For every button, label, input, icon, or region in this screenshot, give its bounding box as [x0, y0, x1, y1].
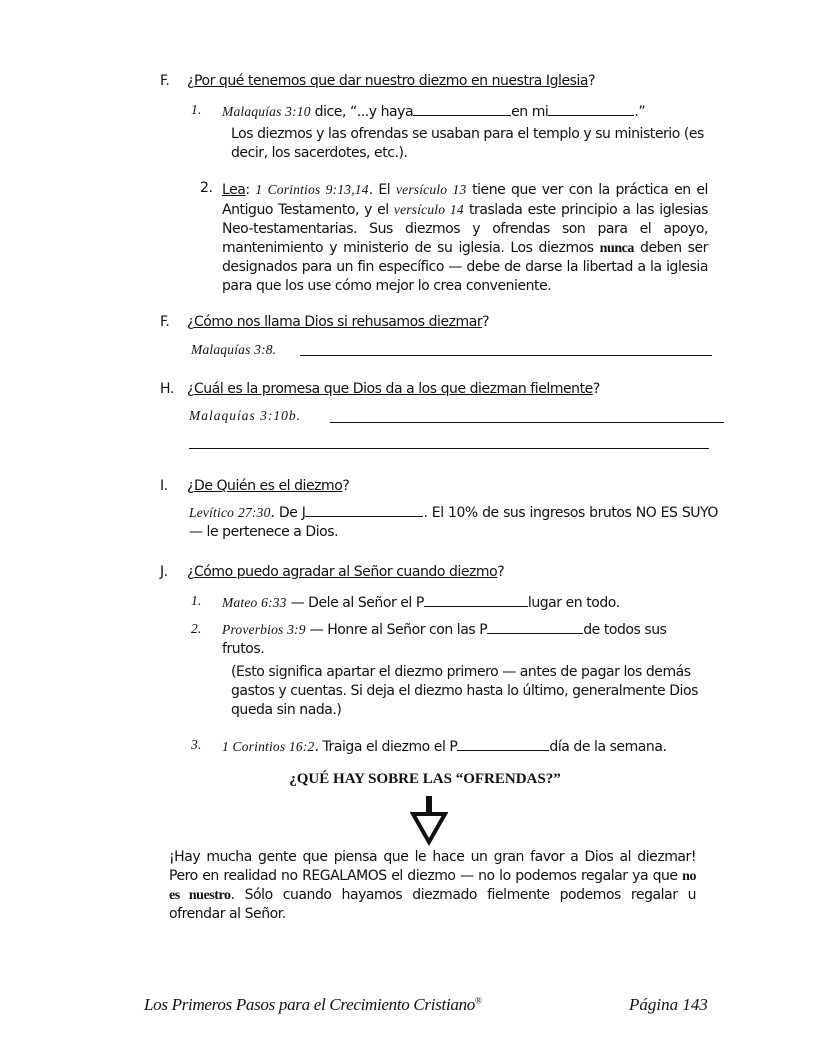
section-i-letter: I.	[160, 478, 168, 494]
answer-line	[189, 448, 709, 449]
f-item1-note: Los diezmos y las ofrendas se usaban para el templo y su ministerio (es decir, los sacerdotes, etc.).	[231, 126, 704, 161]
footer-page-number: Página 143	[629, 995, 708, 1014]
fill-blank	[413, 101, 511, 116]
j-item2-note: (Esto significa apartar el diezmo primero — antes de pagar los demás gastos y cuentas. Si deja el diezmo hasta lo último, generalmente Dios queda sin nada.)	[231, 664, 698, 718]
f-item1-text: Malaquías 3:10 dice, “...y haya en mi .”	[222, 101, 645, 120]
answer-line	[330, 422, 724, 423]
section-j-letter: J.	[160, 564, 168, 580]
section-f2-letter: F.	[160, 314, 170, 330]
section-f2-question: ¿Cómo nos llama Dios si rehusamos diezmar?	[187, 314, 490, 330]
answer-line	[300, 355, 712, 356]
section-j-question: ¿Cómo puedo agradar al Señor cuando diezmo?	[187, 564, 505, 580]
f-item2-number: 2.	[200, 180, 213, 196]
fill-blank	[487, 619, 583, 634]
offerings-paragraph: ¡Hay mucha gente que piensa que le hace un gran favor a Dios al diezmar! Pero en realidad no REGALAMOS el diezmo — no lo podemos regalar ya que no es nuestro. Sólo cuando hayamos diezmado fielmente podemos regalar u ofrendar al Señor.	[169, 849, 696, 922]
section-h-letter: H.	[160, 381, 174, 397]
section-h-question: ¿Cuál es la promesa que Dios da a los que diezman fielmente?	[187, 381, 600, 397]
down-arrow-icon	[410, 796, 448, 846]
fill-blank	[457, 736, 549, 751]
section-f-question: ¿Por qué tenemos que dar nuestro diezmo en nuestra Iglesia?	[187, 73, 596, 89]
f2-reference: Malaquías 3:8.	[191, 342, 277, 357]
j-item2-number: 2.	[191, 621, 202, 636]
f-item2-text: Lea: 1 Corintios 9:13,14. El versículo 13 tiene que ver con la práctica en el Antiguo Testamento, y el versículo 14 traslada este principio a las iglesias Neo-testamentarias. Sus diezmos y ofrendas son para el apoyo, mantenimiento y ministerio de su iglesia. Los diezmos nunca deben ser designados para un fin específico — debe de darse la libertad a la iglesia para que los use cómo mejor lo crea conveniente.	[222, 182, 709, 294]
h-reference: Malaquías 3:10b.	[189, 408, 301, 423]
j-item1-number: 1.	[191, 593, 202, 608]
j-item1-text: Mateo 6:33 — Dele al Señor el P lugar en todo.	[222, 592, 620, 611]
fill-blank	[305, 502, 423, 517]
i-text: Levítico 27:30. De J . El 10% de sus ingresos brutos NO ES SUYO — le pertenece a Dios.	[189, 502, 718, 542]
j-item3-text: 1 Corintios 16:2. Traiga el diezmo el P día de la semana.	[222, 736, 666, 755]
j-item2-text: Proverbios 3:9 — Honre al Señor con las P de todos sus frutos.	[222, 619, 712, 659]
section-i-question: ¿De Quién es el diezmo?	[187, 478, 350, 494]
section-f-letter: F.	[160, 73, 170, 89]
j-item3-number: 3.	[191, 737, 202, 752]
fill-blank	[548, 101, 634, 116]
fill-blank	[424, 592, 528, 607]
f-item1-number: 1.	[191, 102, 202, 117]
footer-title: Los Primeros Pasos para el Crecimiento Cristiano®	[144, 995, 482, 1014]
offerings-heading: ¿QUÉ HAY SOBRE LAS “OFRENDAS?”	[289, 771, 561, 787]
